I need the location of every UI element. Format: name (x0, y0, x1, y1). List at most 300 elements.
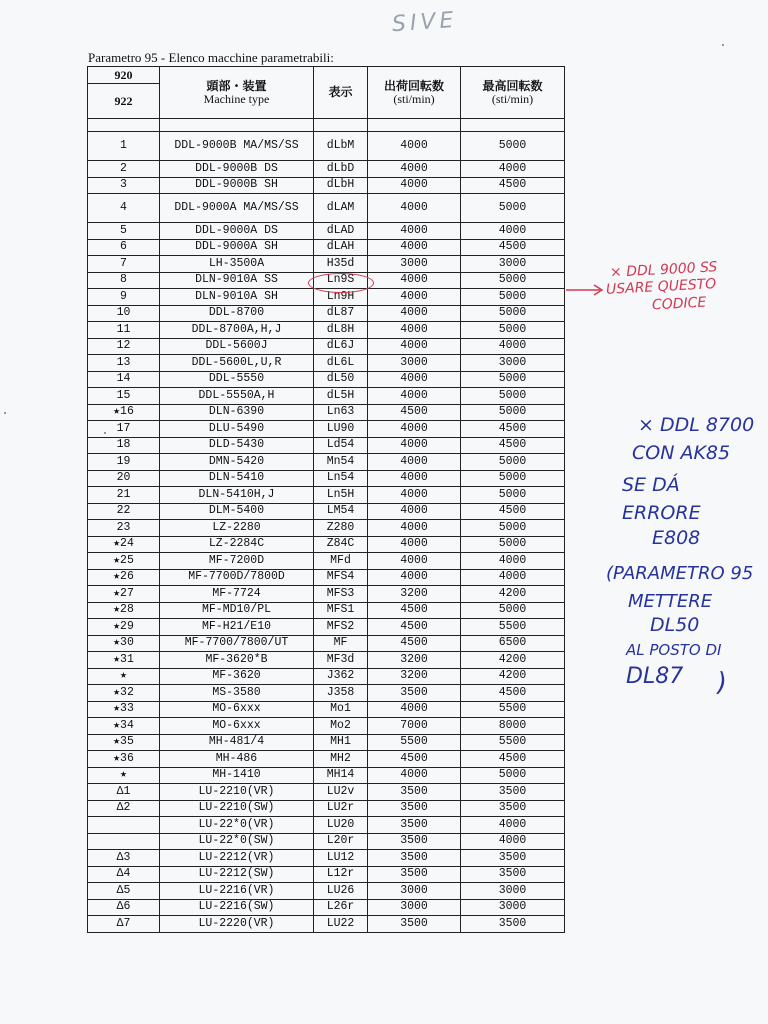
row-number-cell: ★29 (88, 619, 160, 636)
table-row (88, 685, 565, 702)
row-number-cell (88, 817, 160, 834)
row-number-cell: 10 (88, 305, 160, 322)
machine-type-cell: DLM-5400 (160, 503, 314, 520)
display-code-cell: MFS3 (314, 586, 368, 603)
machine-type-cell: MH-1410 (160, 767, 314, 784)
row-number-cell: 5 (88, 223, 160, 240)
row-number-cell: 22 (88, 503, 160, 520)
max-speed-cell: 5000 (461, 305, 565, 322)
blue-note-line-5: E808 (652, 527, 701, 549)
max-speed-cell: 3500 (461, 850, 565, 867)
table-row (88, 602, 565, 619)
table-row (88, 668, 565, 685)
display-code-cell: J362 (314, 668, 368, 685)
ship-speed-cell: 4000 (368, 503, 461, 520)
column-header-ship-speed (368, 67, 461, 119)
table-body (88, 119, 565, 933)
pencil-mark: SIVE (391, 7, 459, 38)
display-code-cell: Ln5H (314, 487, 368, 504)
document-title: Parametro 95 - Elenco macchine parametrabili: (88, 50, 334, 65)
display-code-cell: dLbM (314, 132, 368, 161)
table-row (88, 734, 565, 751)
display-code-cell: dL87 (314, 305, 368, 322)
max-speed-cell: 5000 (461, 371, 565, 388)
display-code-cell: dLAD (314, 223, 368, 240)
table-row (88, 784, 565, 801)
row-number-cell: ∆6 (88, 899, 160, 916)
ship-speed-cell: 3200 (368, 586, 461, 603)
machine-type-cell: DLN-5410H,J (160, 487, 314, 504)
table-row (88, 850, 565, 867)
display-code-cell: MH1 (314, 734, 368, 751)
max-speed-cell: 5000 (461, 520, 565, 537)
max-speed-cell: 5000 (461, 194, 565, 223)
ship-speed-cell: 5500 (368, 734, 461, 751)
blue-note-line-3: SE DÁ (622, 474, 680, 496)
row-number-cell: ∆4 (88, 866, 160, 883)
spacer-row (88, 119, 565, 132)
machine-type-cell: MF-MD10/PL (160, 602, 314, 619)
red-note-line-1: × DDL 9000 SS (609, 259, 718, 281)
red-note-line-2: USARE QUESTO (605, 276, 717, 298)
ship-speed-cell: 4000 (368, 767, 461, 784)
max-speed-cell: 4500 (461, 239, 565, 256)
machine-type-cell: LU-2210(VR) (160, 784, 314, 801)
display-code-cell: LM54 (314, 503, 368, 520)
table-row (88, 322, 565, 339)
scan-speck (4, 412, 6, 414)
row-number-cell: 14 (88, 371, 160, 388)
table-row (88, 767, 565, 784)
max-speed-cell: 4500 (461, 421, 565, 438)
row-number-cell: 3 (88, 177, 160, 194)
blue-note-line-1: × DDL 8700 (638, 414, 755, 436)
table-row (88, 883, 565, 900)
ship-speed-cell: 3000 (368, 899, 461, 916)
display-code-cell: MFS4 (314, 569, 368, 586)
ship-speed-cell: 4000 (368, 239, 461, 256)
ship-speed-cell: 4000 (368, 487, 461, 504)
max-speed-cell: 8000 (461, 718, 565, 735)
row-number-cell: ★27 (88, 586, 160, 603)
row-number-cell: ★ (88, 668, 160, 685)
display-code-cell: Mn54 (314, 454, 368, 471)
row-number-cell: 7 (88, 256, 160, 273)
max-speed-cell: 4200 (461, 586, 565, 603)
column-header-machine-en: Machine type (203, 91, 270, 106)
blue-note-line-7: METTERE (628, 591, 713, 612)
table-row (88, 619, 565, 636)
display-code-cell: LU22 (314, 916, 368, 933)
table-row (88, 503, 565, 520)
row-number-cell: 12 (88, 338, 160, 355)
machine-type-cell: DLN-6390 (160, 404, 314, 421)
table-row (88, 161, 565, 178)
max-speed-cell: 4500 (461, 751, 565, 768)
display-code-cell: LU20 (314, 817, 368, 834)
column-header-ship-speed-unit: (sti/min) (393, 91, 435, 106)
row-number-cell: ★32 (88, 685, 160, 702)
table-row (88, 817, 565, 834)
row-number-cell: 15 (88, 388, 160, 405)
ship-speed-cell: 4000 (368, 454, 461, 471)
table-row (88, 338, 565, 355)
row-number-cell: 4 (88, 194, 160, 223)
machine-type-cell: MS-3580 (160, 685, 314, 702)
max-speed-cell: 4500 (461, 503, 565, 520)
ship-speed-cell: 3500 (368, 685, 461, 702)
table-row (88, 177, 565, 194)
column-header-machine (160, 67, 314, 119)
max-speed-cell: 4000 (461, 569, 565, 586)
machine-type-cell: DDL-9000A SH (160, 239, 314, 256)
table-row (88, 421, 565, 438)
display-code-cell: dLbH (314, 177, 368, 194)
machine-type-cell: LU-2216(VR) (160, 883, 314, 900)
ship-speed-cell: 4000 (368, 470, 461, 487)
row-number-cell: 17 (88, 421, 160, 438)
machine-type-cell: MH-486 (160, 751, 314, 768)
column-header-max-speed-jp: 最高回転数 (482, 78, 543, 93)
max-speed-cell: 5500 (461, 734, 565, 751)
ship-speed-cell: 4000 (368, 701, 461, 718)
ship-speed-cell: 3500 (368, 784, 461, 801)
machine-type-cell: DDL-5550A,H (160, 388, 314, 405)
max-speed-cell: 4000 (461, 817, 565, 834)
max-speed-cell: 4000 (461, 553, 565, 570)
display-code-cell: LU12 (314, 850, 368, 867)
row-number-cell: ★26 (88, 569, 160, 586)
row-number-cell: ∆2 (88, 800, 160, 817)
table-row (88, 194, 565, 223)
machine-type-cell: LU-2220(VR) (160, 916, 314, 933)
max-speed-cell: 3500 (461, 916, 565, 933)
display-code-cell: dL6J (314, 338, 368, 355)
blue-note-line-9: AL POSTO DI (626, 641, 722, 659)
machine-type-cell: LU-2216(SW) (160, 899, 314, 916)
max-speed-cell: 5500 (461, 701, 565, 718)
machine-type-cell: DDL-9000B SH (160, 177, 314, 194)
column-header-machine-jp: 頭部・装置 (206, 78, 267, 93)
max-speed-cell: 4200 (461, 652, 565, 669)
display-code-cell: Ln63 (314, 404, 368, 421)
row-number-cell: 13 (88, 355, 160, 372)
row-number-cell: 8 (88, 272, 160, 289)
display-code-cell: LU26 (314, 883, 368, 900)
row-number-cell: ∆3 (88, 850, 160, 867)
row-number-cell: ★30 (88, 635, 160, 652)
row-number-cell: ★35 (88, 734, 160, 751)
display-code-cell: J358 (314, 685, 368, 702)
row-number-cell: ★16 (88, 404, 160, 421)
ship-speed-cell: 4000 (368, 437, 461, 454)
display-code-cell: dL6L (314, 355, 368, 372)
machine-type-cell: MF-7700/7800/UT (160, 635, 314, 652)
table-row (88, 800, 565, 817)
display-code-cell: Ld54 (314, 437, 368, 454)
param-code-bottom: 922 (88, 84, 160, 119)
display-code-cell: dLAM (314, 194, 368, 223)
table-row (88, 470, 565, 487)
row-number-cell: 9 (88, 289, 160, 306)
max-speed-cell: 6500 (461, 635, 565, 652)
ship-speed-cell: 4000 (368, 536, 461, 553)
max-speed-cell: 4000 (461, 161, 565, 178)
machine-type-cell: DDL-5600L,U,R (160, 355, 314, 372)
machine-type-cell: LU-2210(SW) (160, 800, 314, 817)
max-speed-cell: 3500 (461, 866, 565, 883)
table-row (88, 866, 565, 883)
ship-speed-cell: 4500 (368, 619, 461, 636)
machine-type-cell: MF-3620*B (160, 652, 314, 669)
row-number-cell: 2 (88, 161, 160, 178)
row-number-cell: ★36 (88, 751, 160, 768)
display-code-cell: dL5H (314, 388, 368, 405)
row-number-cell: 11 (88, 322, 160, 339)
blue-note-line-6: (PARAMETRO 95 (606, 563, 754, 584)
ship-speed-cell: 4000 (368, 194, 461, 223)
machine-type-cell: DDL-5600J (160, 338, 314, 355)
table-row (88, 371, 565, 388)
ship-speed-cell: 4000 (368, 520, 461, 537)
param-code-top: 920 (88, 67, 160, 84)
machine-type-cell: MF-H21/E10 (160, 619, 314, 636)
max-speed-cell: 5000 (461, 602, 565, 619)
machine-type-cell: LZ-2284C (160, 536, 314, 553)
ship-speed-cell: 3200 (368, 652, 461, 669)
ship-speed-cell: 4000 (368, 223, 461, 240)
red-note-line-3: CODICE (651, 294, 707, 314)
max-speed-cell: 4000 (461, 223, 565, 240)
display-code-cell: MF (314, 635, 368, 652)
max-speed-cell: 3000 (461, 883, 565, 900)
display-code-cell: dL8H (314, 322, 368, 339)
max-speed-cell: 4500 (461, 177, 565, 194)
table-row (88, 404, 565, 421)
column-header-ship-speed-jp: 出荷回転数 (383, 78, 444, 93)
machine-type-cell: DDL-9000B MA/MS/SS (160, 132, 314, 161)
display-code-cell: Mo1 (314, 701, 368, 718)
ship-speed-cell: 4000 (368, 305, 461, 322)
max-speed-cell: 3500 (461, 784, 565, 801)
max-speed-cell: 5000 (461, 132, 565, 161)
row-number-cell: 20 (88, 470, 160, 487)
max-speed-cell: 3500 (461, 800, 565, 817)
display-code-cell: LU2r (314, 800, 368, 817)
ship-speed-cell: 3000 (368, 256, 461, 273)
table-row (88, 569, 565, 586)
row-number-cell: 21 (88, 487, 160, 504)
table-row (88, 751, 565, 768)
ship-speed-cell: 4500 (368, 751, 461, 768)
display-code-cell: LU90 (314, 421, 368, 438)
table-row (88, 487, 565, 504)
ship-speed-cell: 4000 (368, 371, 461, 388)
max-speed-cell: 5000 (461, 767, 565, 784)
table-row (88, 454, 565, 471)
scan-speck (722, 44, 724, 46)
max-speed-cell: 3000 (461, 899, 565, 916)
max-speed-cell: 3000 (461, 256, 565, 273)
max-speed-cell: 5000 (461, 272, 565, 289)
max-speed-cell: 4000 (461, 338, 565, 355)
blue-note-line-10: DL87 (626, 664, 684, 689)
display-code-cell: Ln9S (314, 272, 368, 289)
ship-speed-cell: 7000 (368, 718, 461, 735)
display-code-cell: L12r (314, 866, 368, 883)
ship-speed-cell: 4000 (368, 272, 461, 289)
machine-type-cell: LU-22*0(VR) (160, 817, 314, 834)
machine-type-cell: DLN-5410 (160, 470, 314, 487)
ship-speed-cell: 4500 (368, 602, 461, 619)
machine-type-cell: DDL-5550 (160, 371, 314, 388)
max-speed-cell: 5000 (461, 454, 565, 471)
row-number-cell: 19 (88, 454, 160, 471)
table-row (88, 652, 565, 669)
table-row (88, 586, 565, 603)
row-number-cell: ∆1 (88, 784, 160, 801)
machine-type-cell: LU-2212(SW) (160, 866, 314, 883)
row-number-cell (88, 833, 160, 850)
row-number-cell: 6 (88, 239, 160, 256)
display-code-cell: dLAH (314, 239, 368, 256)
max-speed-cell: 5000 (461, 404, 565, 421)
machine-type-cell: DDL-9000B DS (160, 161, 314, 178)
max-speed-cell: 5000 (461, 536, 565, 553)
row-number-cell: 18 (88, 437, 160, 454)
display-code-cell: MFd (314, 553, 368, 570)
max-speed-cell: 4200 (461, 668, 565, 685)
display-code-cell: dL50 (314, 371, 368, 388)
machine-type-cell: MF-3620 (160, 668, 314, 685)
ship-speed-cell: 4500 (368, 635, 461, 652)
ship-speed-cell: 3500 (368, 833, 461, 850)
display-code-cell: Mo2 (314, 718, 368, 735)
blue-note-line-8: DL50 (650, 614, 700, 636)
machine-type-cell: MO-6xxx (160, 701, 314, 718)
max-speed-cell: 4500 (461, 685, 565, 702)
ship-speed-cell: 4000 (368, 421, 461, 438)
ship-speed-cell: 4000 (368, 132, 461, 161)
row-number-cell: 23 (88, 520, 160, 537)
machine-type-cell: MO-6xxx (160, 718, 314, 735)
table-row (88, 916, 565, 933)
table-row (88, 132, 565, 161)
display-code-cell: H35d (314, 256, 368, 273)
ship-speed-cell: 4000 (368, 161, 461, 178)
machine-type-cell: MF-7200D (160, 553, 314, 570)
ship-speed-cell: 3500 (368, 916, 461, 933)
ship-speed-cell: 3200 (368, 668, 461, 685)
ship-speed-cell: 4000 (368, 388, 461, 405)
display-code-cell: L26r (314, 899, 368, 916)
max-speed-cell: 5000 (461, 388, 565, 405)
closing-bracket-mark: ) (713, 667, 729, 699)
ship-speed-cell: 3500 (368, 800, 461, 817)
ship-speed-cell: 3500 (368, 866, 461, 883)
red-arrow-icon (566, 284, 606, 296)
display-code-cell: MH14 (314, 767, 368, 784)
display-code-cell: MFS2 (314, 619, 368, 636)
table-row (88, 833, 565, 850)
table-row (88, 701, 565, 718)
max-speed-cell: 5500 (461, 619, 565, 636)
ship-speed-cell: 4000 (368, 289, 461, 306)
machine-parameter-table (87, 66, 565, 933)
table-row (88, 388, 565, 405)
max-speed-cell: 5000 (461, 322, 565, 339)
machine-type-cell: DDL-8700A,H,J (160, 322, 314, 339)
display-code-cell: Ln9H (314, 289, 368, 306)
red-circle-mark (308, 273, 374, 293)
max-speed-cell: 5000 (461, 470, 565, 487)
max-speed-cell: 4500 (461, 437, 565, 454)
row-number-cell: ★24 (88, 536, 160, 553)
display-code-cell: MF3d (314, 652, 368, 669)
machine-type-cell: DLN-9010A SS (160, 272, 314, 289)
ship-speed-cell: 4000 (368, 177, 461, 194)
row-number-cell: ★34 (88, 718, 160, 735)
machine-type-cell: LU-22*0(SW) (160, 833, 314, 850)
scan-speck (104, 432, 106, 434)
machine-type-cell: DDL-8700 (160, 305, 314, 322)
machine-type-cell: LZ-2280 (160, 520, 314, 537)
machine-type-cell: DLD-5430 (160, 437, 314, 454)
row-number-cell: ★33 (88, 701, 160, 718)
machine-type-cell: MH-481/4 (160, 734, 314, 751)
table-row (88, 536, 565, 553)
max-speed-cell: 3000 (461, 355, 565, 372)
display-code-cell: Z84C (314, 536, 368, 553)
column-header-max-speed-unit: (sti/min) (491, 91, 534, 106)
row-number-cell: ∆7 (88, 916, 160, 933)
table-row (88, 239, 565, 256)
row-number-cell: ∆5 (88, 883, 160, 900)
machine-type-cell: DLU-5490 (160, 421, 314, 438)
row-number-cell: ★ (88, 767, 160, 784)
display-code-cell: Ln54 (314, 470, 368, 487)
machine-type-cell: LU-2212(VR) (160, 850, 314, 867)
row-number-cell: ★28 (88, 602, 160, 619)
ship-speed-cell: 4000 (368, 553, 461, 570)
max-speed-cell: 5000 (461, 289, 565, 306)
ship-speed-cell: 3000 (368, 883, 461, 900)
machine-type-cell: MF-7724 (160, 586, 314, 603)
ship-speed-cell: 3500 (368, 817, 461, 834)
machine-type-cell: MF-7700D/7800D (160, 569, 314, 586)
machine-type-cell: DMN-5420 (160, 454, 314, 471)
blue-note-line-4: ERRORE (622, 502, 701, 524)
ship-speed-cell: 3000 (368, 355, 461, 372)
column-header-display: 表示 (314, 67, 368, 119)
table-row (88, 437, 565, 454)
ship-speed-cell: 4000 (368, 322, 461, 339)
table-row (88, 305, 565, 322)
column-header-max-speed (461, 67, 565, 119)
machine-type-cell: DLN-9010A SH (160, 289, 314, 306)
table-row (88, 256, 565, 273)
table-row (88, 635, 565, 652)
row-number-cell: 1 (88, 132, 160, 161)
max-speed-cell: 4000 (461, 833, 565, 850)
blue-note-line-2: CON AK85 (632, 442, 731, 464)
display-code-cell: MFS1 (314, 602, 368, 619)
ship-speed-cell: 4000 (368, 569, 461, 586)
table-row (88, 718, 565, 735)
machine-type-cell: LH-3500A (160, 256, 314, 273)
ship-speed-cell: 4500 (368, 404, 461, 421)
ship-speed-cell: 3500 (368, 850, 461, 867)
